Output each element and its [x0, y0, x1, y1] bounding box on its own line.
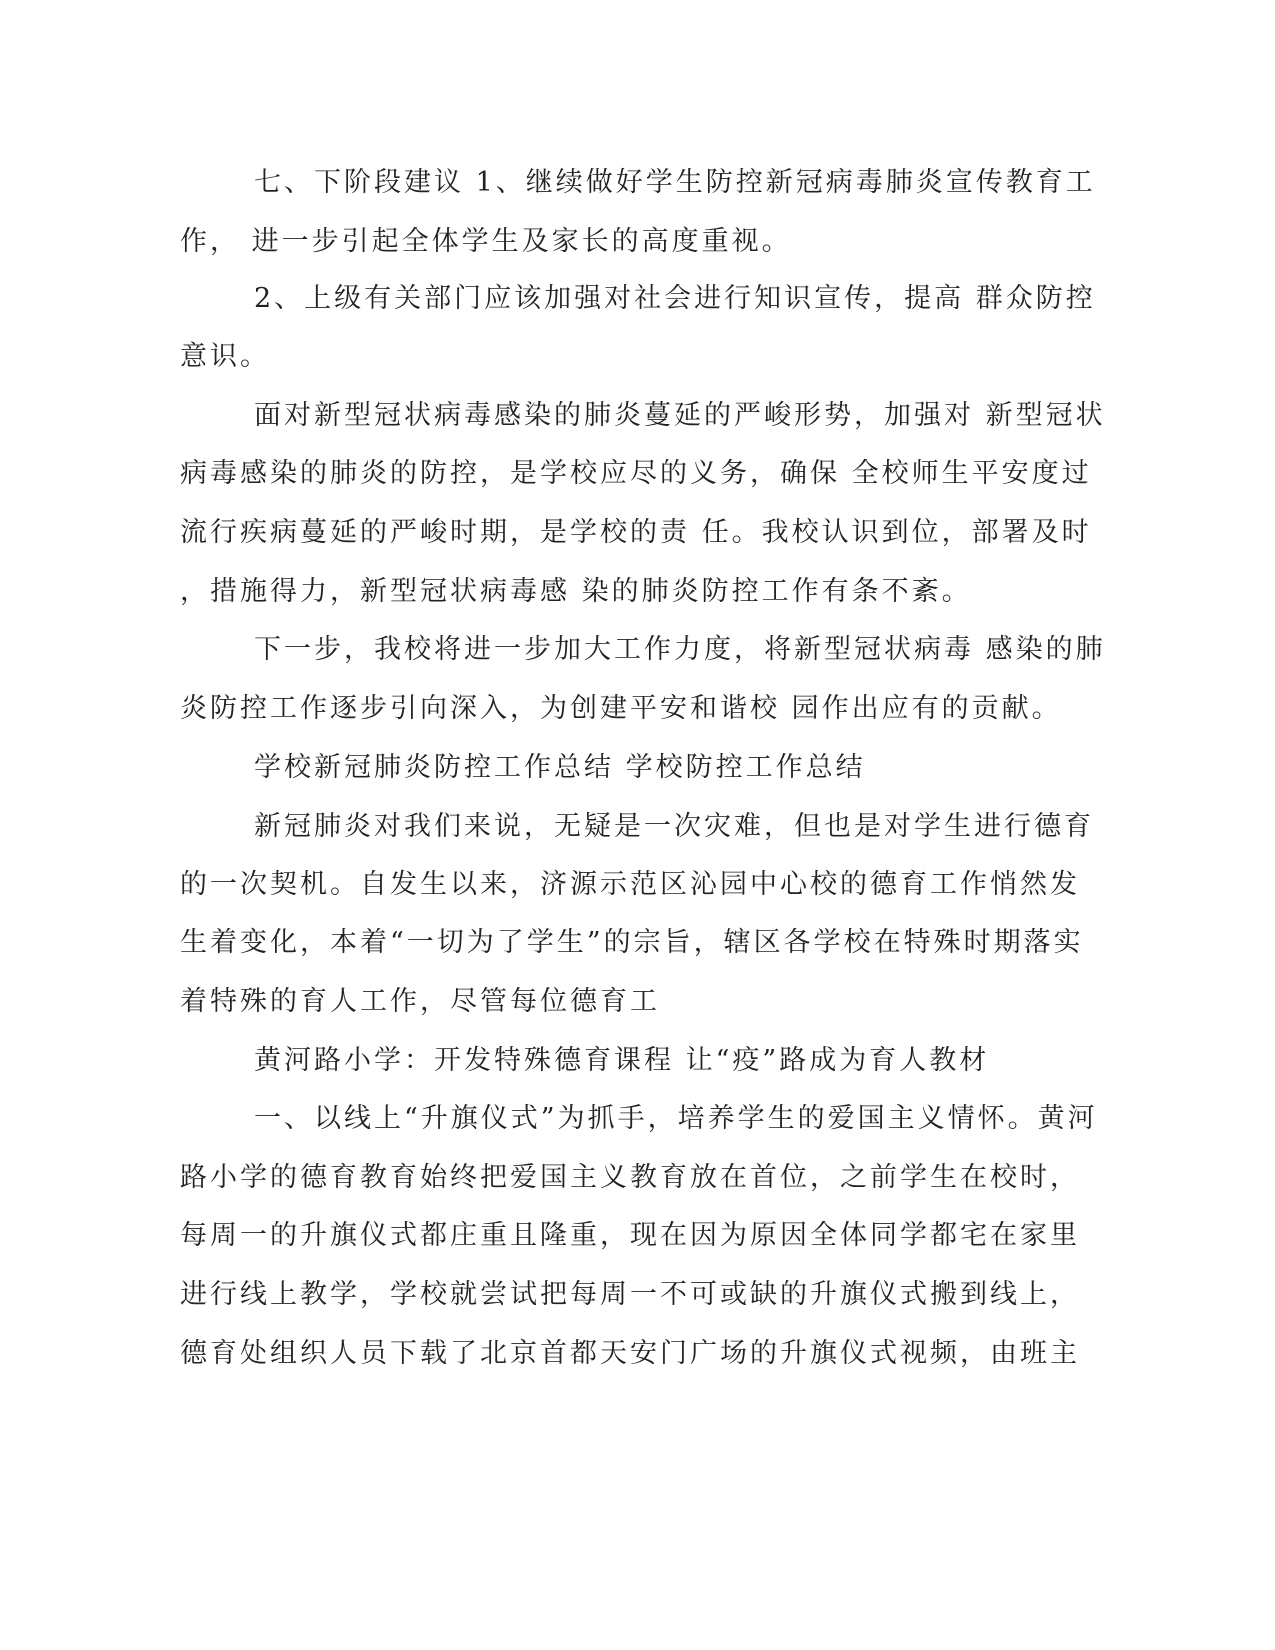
paragraph-line: 意识。 [180, 341, 270, 372]
paragraph-line: 下一步，我校将进一步加大工作力度，将新型冠状病毒 感染的肺 [254, 634, 1106, 665]
paragraph-line: 路小学的德育教育始终把爱国主义教育放在首位，之前学生在校时， [180, 1162, 1080, 1193]
paragraph-line: 七、下阶段建议 1、继续做好学生防控新冠病毒肺炎宣传教育工 [254, 167, 1096, 198]
paragraph-line: 着特殊的育人工作，尽管每位德育工 [180, 986, 660, 1017]
section-heading: 黄河路小学：开发特殊德育课程 让“疫”路成为育人教材 [254, 1045, 990, 1076]
paragraph-line: 2、上级有关部门应该加强对社会进行知识宣传，提高 群众防控 [254, 283, 1096, 314]
paragraph-line: ，措施得力，新型冠状病毒感 染的肺炎防控工作有条不紊。 [180, 576, 972, 607]
paragraph-line: 炎防控工作逐步引向深入，为创建平安和谐校 园作出应有的贡献。 [180, 693, 1062, 724]
paragraph-line: 作， 进一步引起全体学生及家长的高度重视。 [180, 226, 792, 257]
paragraph-line: 一、以线上“升旗仪式”为抓手，培养学生的爱国主义情怀。黄河 [254, 1103, 1098, 1134]
paragraph-line: 进行线上教学，学校就尝试把每周一不可或缺的升旗仪式搬到线上， [180, 1279, 1080, 1310]
paragraph-line: 每周一的升旗仪式都庄重且隆重，现在因为原因全体同学都宅在家里 [180, 1220, 1080, 1251]
paragraph-line: 的一次契机。自发生以来，济源示范区沁园中心校的德育工作悄然发 [180, 869, 1080, 900]
paragraph-line: 流行疾病蔓延的严峻时期，是学校的责 任。我校认识到位，部署及时 [180, 517, 1092, 548]
paragraph-line: 生着变化，本着“一切为了学生”的宗旨，辖区各学校在特殊时期落实 [180, 927, 1084, 958]
section-heading: 学校新冠肺炎防控工作总结 学校防控工作总结 [254, 752, 866, 783]
paragraph-line: 新冠肺炎对我们来说，无疑是一次灾难，但也是对学生进行德育 [254, 811, 1094, 842]
paragraph-line: 病毒感染的肺炎的防控，是学校应尽的义务，确保 全校师生平安度过 [180, 458, 1092, 489]
paragraph-line: 德育处组织人员下载了北京首都天安门广场的升旗仪式视频，由班主 [180, 1338, 1080, 1369]
paragraph-line: 面对新型冠状病毒感染的肺炎蔓延的严峻形势，加强对 新型冠状 [254, 400, 1106, 431]
